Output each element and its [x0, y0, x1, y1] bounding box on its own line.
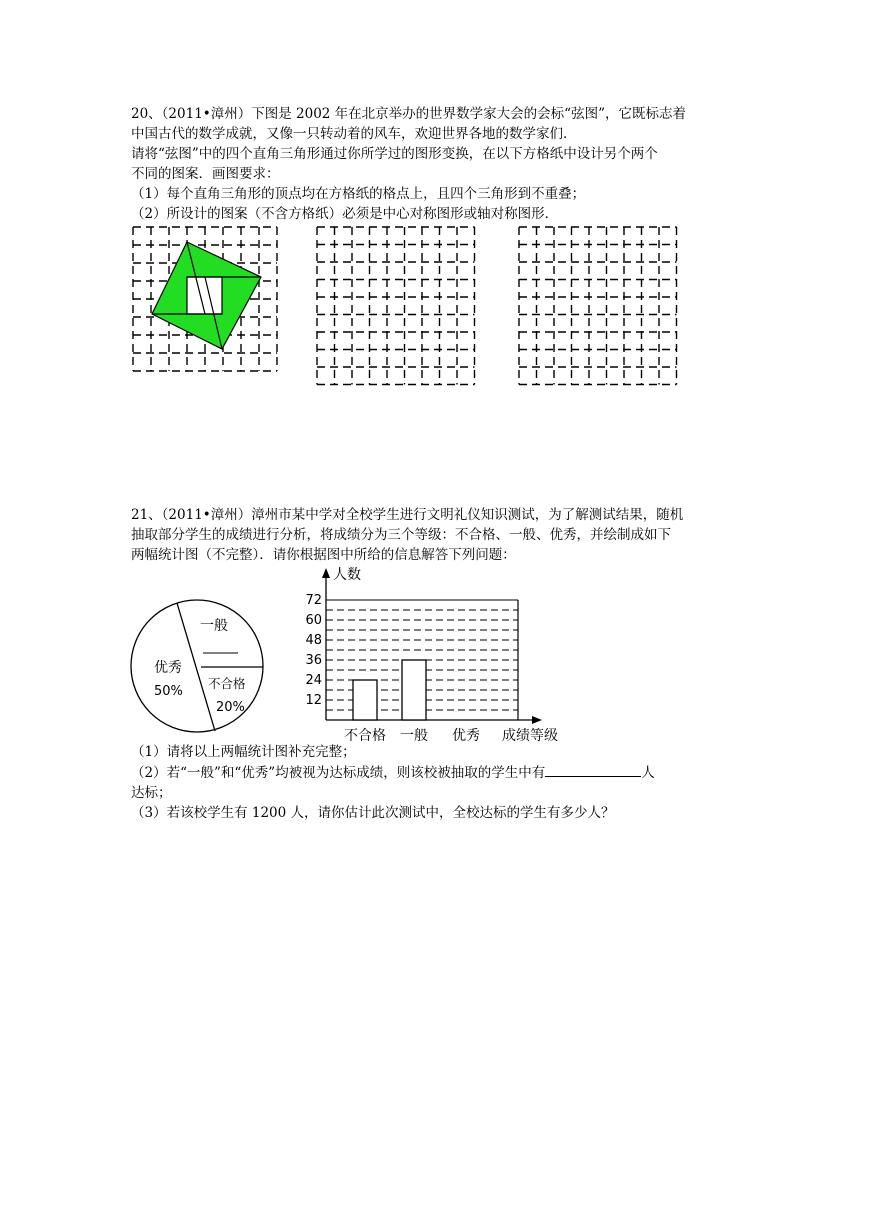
- pie-chart: [130, 592, 270, 742]
- y-axis-arrow: [322, 568, 330, 578]
- q21-sub-2: [131, 762, 741, 783]
- x-axis-arrow: [532, 716, 542, 724]
- pie-pct-excellent: 50%: [154, 684, 183, 699]
- blank-grid-2: [314, 224, 480, 390]
- pie-pct-fail: 20%: [216, 700, 245, 715]
- blank-grid-3: [516, 224, 682, 390]
- pie-label-general: 一般: [200, 618, 228, 634]
- q21-sub-2-text: （2）若“一般”和“优秀”均被视为达标成绩，则该校被抽取的学生中有: [131, 765, 546, 781]
- q21-sub-2-line-2: 达标；: [131, 785, 172, 801]
- y-tick-label: 12: [305, 693, 322, 708]
- bar-ylabel: 人数: [333, 567, 361, 583]
- q21-line-2: 抽取部分学生的成绩进行分析，将成绩分为三个等级：不合格、一般、优秀，并绘制成如下: [131, 527, 671, 543]
- y-tick-label: 48: [305, 633, 322, 648]
- category-label: 优秀: [452, 728, 480, 744]
- bar-xlabel: 成绩等级: [502, 728, 558, 744]
- y-tick-label: 36: [305, 653, 322, 668]
- bar-ticks: [305, 593, 322, 708]
- category-label: 一般: [400, 728, 428, 744]
- bar: [353, 680, 377, 720]
- question-20-text: [131, 104, 741, 224]
- q21-sub-3: （3）若该校学生有 1200 人，请你估计此次测试中，全校达标的学生有多少人？: [131, 805, 615, 821]
- category-label: 不合格: [344, 728, 386, 744]
- bar-chart: [296, 562, 576, 750]
- q20-line-3: 请将“弦图”中的四个直角三角形通过你所学过的图形变换，在以下方格纸中设计另个两个: [131, 146, 658, 162]
- pie-label-excellent: 优秀: [154, 660, 182, 676]
- y-tick-label: 72: [305, 593, 322, 608]
- q21-line-1: 21、（2011•漳州）漳州市某中学对全校学生进行文明礼仪知识测试，为了解测试结果，随机: [131, 507, 684, 523]
- q20-line-4: 不同的图案．画图要求：: [131, 166, 280, 182]
- y-tick-label: 24: [305, 673, 322, 688]
- answer-blank[interactable]: [545, 762, 641, 777]
- q21-sub-1: （1）请将以上两幅统计图补充完整；: [131, 744, 356, 760]
- q20-line-6: （2）所设计的图案（不含方格纸）必须是中心对称图形或轴对称图形．: [131, 206, 559, 222]
- q20-line-5: （1）每个直角三角形的顶点均在方格纸的格点上，且四个三角形到不重叠；: [131, 186, 586, 202]
- q21-line-3: 两幅统计图（不完整）．请你根据图中所给的信息解答下列问题：: [131, 547, 516, 563]
- pie-label-fail: 不合格: [208, 676, 246, 691]
- question-21-text: [131, 505, 741, 565]
- pinwheel-center-hole: [187, 277, 222, 314]
- grid-with-pinwheel: [130, 224, 280, 374]
- grid-lines: [317, 227, 475, 385]
- grid-lines: [519, 227, 677, 385]
- question-21-subquestions: [131, 742, 741, 823]
- bar-series: [353, 660, 426, 720]
- q21-sub-2-unit: 人: [641, 765, 655, 781]
- q20-line-2: 中国古代的数学成就，又像一只转动着的风车，欢迎世界各地的数学家们．: [131, 126, 577, 142]
- y-tick-label: 60: [305, 613, 322, 628]
- bar: [402, 660, 426, 720]
- q20-line-1: 20、（2011•漳州）下图是 2002 年在北京举办的世界数学家大会的会标“弦图”，它既标志着: [131, 106, 686, 122]
